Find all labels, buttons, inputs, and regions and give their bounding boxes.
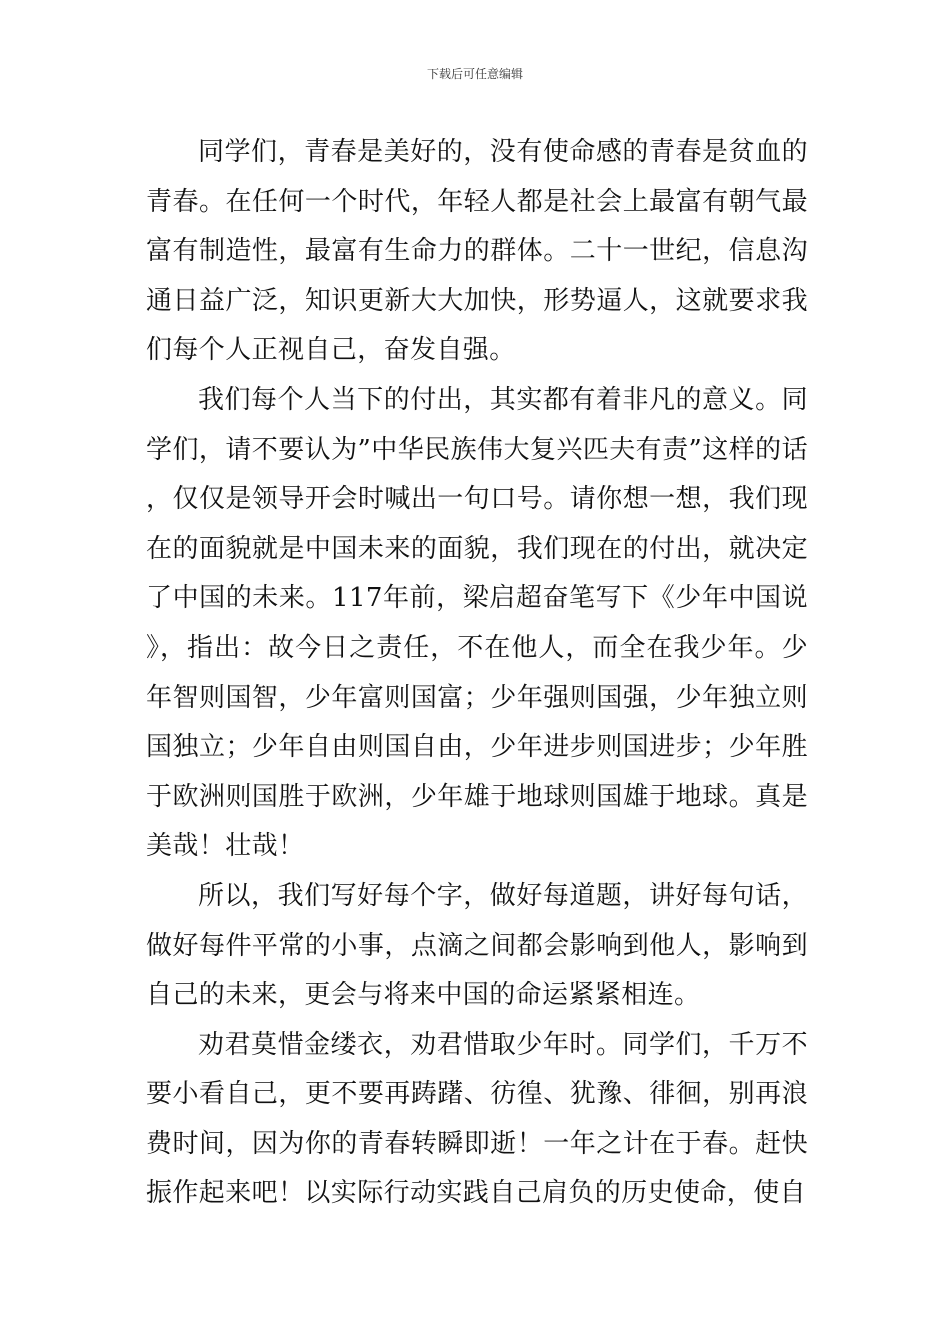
paragraph: 劝君莫惜金缕衣，劝君惜取少年时。同学们，千万不要小看自己，更不要再踌躇、彷徨、犹豫、徘徊，别再浪费时间，因为你的青春转瞬即逝！一年之计在于春。赶快振作起来吧！以实际行动实践自己肩负的历史使命，使自 xyxy=(146,1029,808,1209)
document-body xyxy=(146,128,808,1219)
paragraph: 所以，我们写好每个字，做好每道题，讲好每句话，做好每件平常的小事，点滴之间都会影响到他人，影响到自己的未来，更会与将来中国的命运紧紧相连。 xyxy=(146,880,808,1011)
paragraph: 我们每个人当下的付出，其实都有着非凡的意义。同学们，请不要认为”中华民族伟大复兴匹夫有责”这样的话，仅仅是领导开会时喊出一句口号。请你想一想，我们现在的面貌就是中国未来的面貌，我们现在的付出，就决定了中国的未来。117年前，梁启超奋笔写下《少年中国说》，指出：故今日之责任，不在他人，而全在我少年。少年智则国智，少年富则国富；少年强则国强，少年独立则国独立；少年自由则国自由，少年进步则国进步；少年胜于欧洲则国胜于欧洲，少年雄于地球则国雄于地球。真是美哉！壮哉！ xyxy=(146,384,808,862)
paragraph: 同学们，青春是美好的，没有使命感的青春是贫血的青春。在任何一个时代，年轻人都是社会上最富有朝气最富有制造性，最富有生命力的群体。二十一世纪，信息沟通日益广泛，知识更新大大加快，形势逼人，这就要求我们每个人正视自己，奋发自强。 xyxy=(146,137,808,366)
header-note: 下载后可任意编辑 xyxy=(426,67,523,81)
